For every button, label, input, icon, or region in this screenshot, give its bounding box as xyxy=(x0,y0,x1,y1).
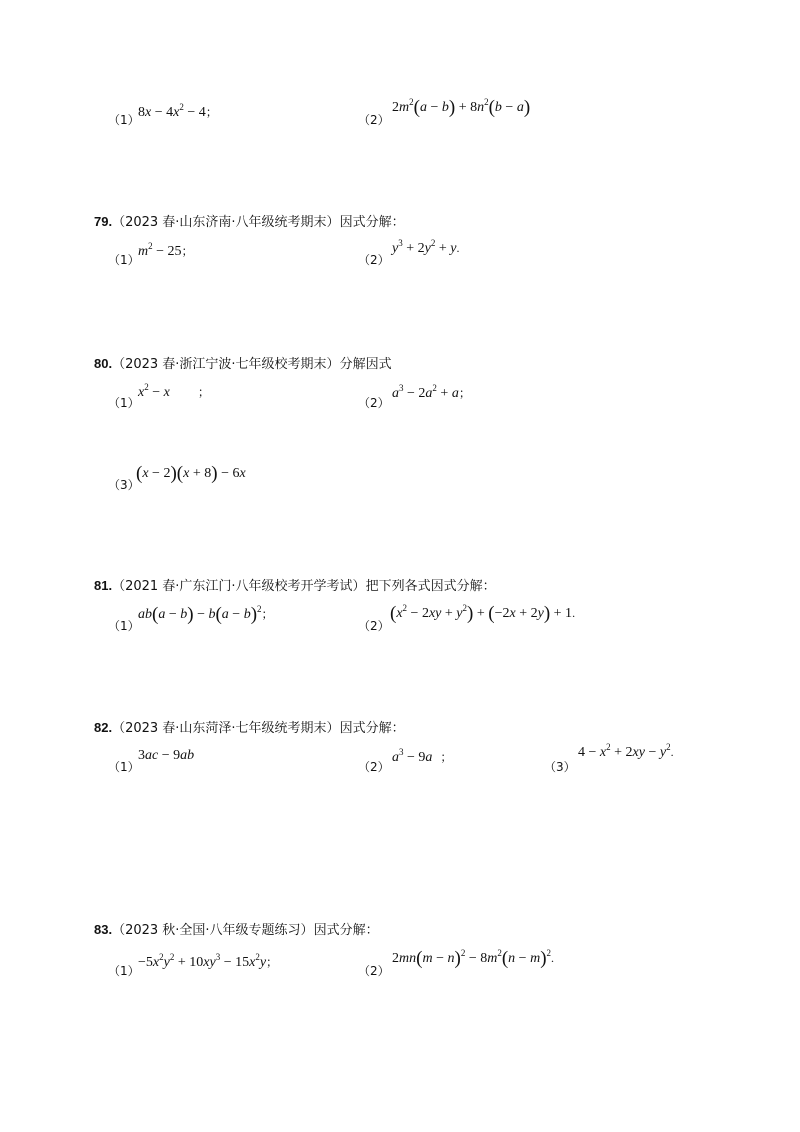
expression-83-2: $2mn(m - n)^2 - 8m^2(n - m)^2$. xyxy=(392,948,555,969)
item-tail: ； xyxy=(458,386,471,400)
problem-source: （2023 春·山东济南·八年级统考期末） xyxy=(112,215,340,230)
expression-82-1: 3ac − 9ab xyxy=(138,748,195,763)
problem-number: 80. xyxy=(94,356,113,371)
problem-instruction: 因式分解： xyxy=(339,721,405,736)
item-tail: ； xyxy=(197,385,210,399)
item-tail: . xyxy=(456,241,460,255)
item-label: （1） xyxy=(108,253,140,267)
problem-source: （2021 春·广东江门·八年级校考开学考试） xyxy=(112,579,366,594)
problem-80-header xyxy=(94,353,392,372)
item-label: （2） xyxy=(358,964,390,978)
problem-source: （2023 春·山东菏泽·七年级统考期末） xyxy=(112,721,340,736)
expression-81-1: $ab(a - b) - b(a - b)^2$； xyxy=(138,604,274,625)
item-label: （1） xyxy=(108,113,140,127)
item-label: （2） xyxy=(358,253,390,267)
expression-80-3: (x − 2)(x + 8) − 6x xyxy=(136,463,246,484)
item-label: （1） xyxy=(108,760,140,774)
item-tail: ； xyxy=(261,607,274,621)
problem-instruction: 把下列各式因式分解： xyxy=(365,579,496,594)
problem-instruction: 分解因式 xyxy=(339,357,392,372)
item-label: （2） xyxy=(358,619,390,633)
item-label: （2） xyxy=(358,760,390,774)
expression-78-1: $8x - 4x^2 - 4$； xyxy=(138,102,218,120)
expression-80-1: $x^2 - x$ ； xyxy=(138,382,210,400)
item-tail: ； xyxy=(205,105,218,119)
item-label: （1） xyxy=(108,396,140,410)
item-label: （3） xyxy=(108,478,140,492)
expression-79-1: $m^2 - 25$； xyxy=(138,241,194,259)
item-label: （1） xyxy=(108,964,140,978)
problem-number: 82. xyxy=(94,720,113,735)
expression-83-1: $-5x^2y^2 + 10xy^3 - 15x^2y$； xyxy=(138,952,279,970)
item-tail: ； xyxy=(181,244,194,258)
expression-79-2: $y^3 + 2y^2 + y$. xyxy=(392,238,460,256)
item-label: （2） xyxy=(358,396,390,410)
item-tail: ； xyxy=(266,955,279,969)
problem-81-header xyxy=(94,575,496,594)
problem-83-header xyxy=(94,919,379,938)
problem-instruction: 因式分解： xyxy=(313,923,379,938)
item-tail: . xyxy=(551,951,555,965)
item-tail: . xyxy=(670,745,674,759)
problem-number: 79. xyxy=(94,214,113,229)
expression-82-3: $4 - x^2 + 2xy - y^2$. xyxy=(578,742,674,760)
problem-source: （2023 春·浙江宁波·七年级校考期末） xyxy=(112,357,340,372)
problem-instruction: 因式分解： xyxy=(339,215,405,230)
item-label: （2） xyxy=(358,113,390,127)
problem-82-header xyxy=(94,717,405,736)
problem-number: 81. xyxy=(94,578,113,593)
expression-80-2: $a^3 - 2a^2 + a$； xyxy=(392,383,471,401)
item-label: （1） xyxy=(108,619,140,633)
item-label: （3） xyxy=(544,760,576,774)
problem-number: 83. xyxy=(94,922,113,937)
problem-source: （2023 秋·全国·八年级专题练习） xyxy=(112,923,314,938)
expression-81-2: $(x^2 - 2xy + y^2) + (-2x + 2y) + 1$. xyxy=(390,603,576,624)
expression-78-2: $2m^2(a - b) + 8n^2(b - a)$ xyxy=(392,97,531,118)
item-tail: ； xyxy=(440,750,453,764)
item-tail: . xyxy=(572,606,576,620)
expression-82-2: $a^3 - 9a$ ； xyxy=(392,747,453,765)
problem-79-header xyxy=(94,211,405,230)
